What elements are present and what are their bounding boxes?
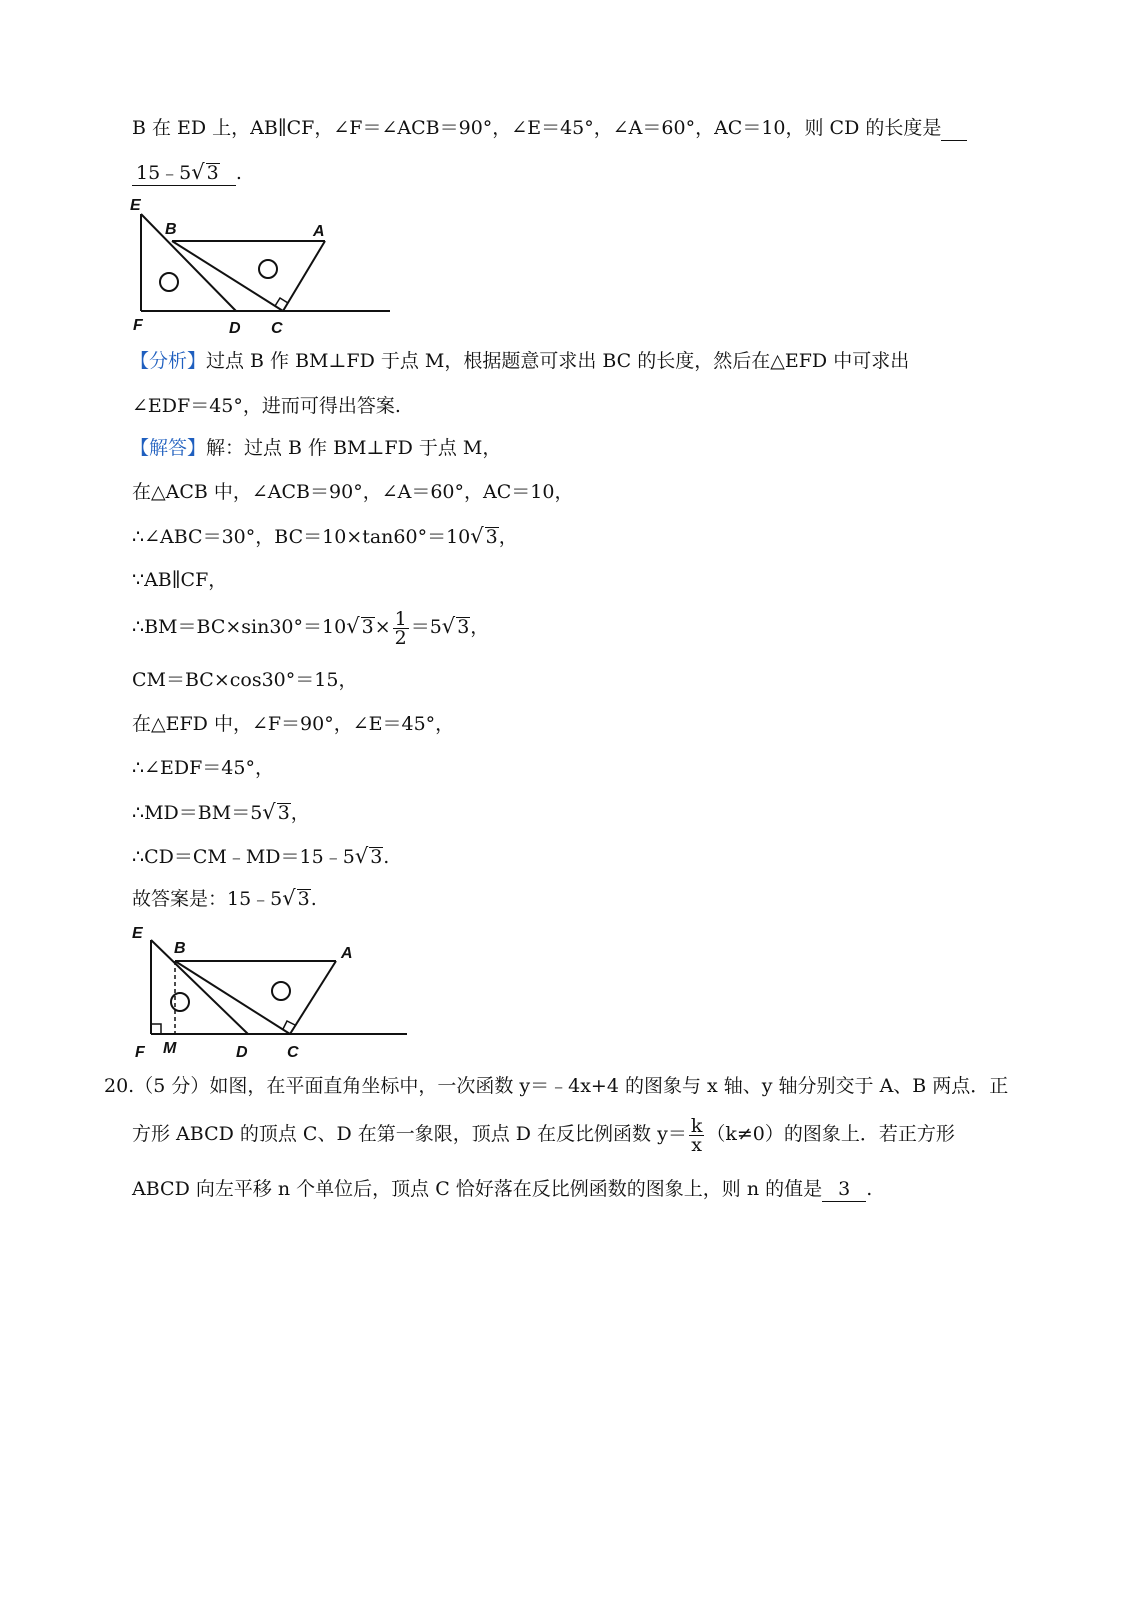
problem19-answer: 15﹣5√ 3 . — [132, 160, 242, 186]
label-f: F — [135, 1044, 145, 1061]
circle-hole-right — [272, 982, 290, 1000]
segment-ed — [151, 940, 248, 1034]
answer-blank-start — [941, 116, 967, 141]
label-e: E — [130, 197, 141, 214]
problem20-line-2: 方形 ABCD 的顶点 C、D 在第一象限，顶点 D 在反比例函数 y＝ $\frac{k}{x}$ （k≠0）的图象上．若正方形 — [132, 1114, 955, 1156]
problem20-line-1: 20.（5 分）如图，在平面直角坐标中，一次函数 y＝﹣4x+4 的图象与 x 轴、y 轴分别交于 A、B 两点．正 — [104, 1075, 1009, 1097]
segment-bc — [175, 961, 290, 1034]
segment-bc — [172, 241, 283, 311]
answer-value: 15﹣5√ 3 — [132, 160, 236, 186]
label-c: C — [271, 320, 283, 337]
circle-hole-left — [160, 273, 178, 291]
solution-line-11: 故答案是：15﹣5√ 3. — [132, 886, 317, 910]
segment-ac — [290, 961, 336, 1034]
solution-tag: 【解答】 — [130, 437, 207, 459]
solution-line-8: ∴∠EDF＝45°， — [132, 757, 274, 779]
solution-line-10: ∴CD＝CM﹣MD＝15﹣5√ 3. — [132, 844, 390, 868]
solution-line-4: ∵AB∥CF， — [132, 569, 228, 591]
analysis-tag: 【分析】 — [130, 350, 207, 372]
solution-line-7: 在△EFD 中，∠F＝90°，∠E＝45°， — [132, 713, 455, 735]
label-b: B — [174, 940, 186, 957]
problem19-statement: B 在 ED 上，AB∥CF，∠F＝∠ACB＝90°，∠E＝45°，∠A＝60°，AC＝10，则 CD 的长度是 — [132, 116, 967, 141]
analysis-line-1: 【分析】过点 B 作 BM⊥FD 于点 M，根据题意可求出 BC 的长度，然后在△EFD 中可求出 — [130, 350, 910, 372]
circle-hole-right — [259, 260, 277, 278]
answer-value: 3 — [822, 1177, 866, 1202]
figure-2-triangles — [125, 920, 415, 1065]
circle-hole-left — [171, 993, 189, 1011]
solution-line-5: ∴BM＝BC×sin30°＝10√ 3× $\frac{1}{2}$ ＝5√ 3， — [132, 607, 490, 649]
label-e: E — [132, 925, 143, 942]
problem-number: 20. — [104, 1075, 135, 1097]
segment-ac — [283, 241, 325, 311]
figure-1-triangles — [125, 190, 400, 340]
label-b: B — [165, 221, 177, 238]
solution-line-1: 【解答】解：过点 B 作 BM⊥FD 于点 M， — [130, 437, 502, 459]
analysis-line-2: ∠EDF＝45°，进而可得出答案. — [132, 395, 401, 417]
label-m: M — [163, 1040, 177, 1057]
problem20-line-3: ABCD 向左平移 n 个单位后，顶点 C 恰好落在反比例函数的图象上，则 n 的值是 3 . — [132, 1178, 873, 1200]
label-a: A — [341, 945, 353, 962]
label-c: C — [287, 1044, 299, 1061]
label-a: A — [313, 223, 325, 240]
fraction-k-over-x: $\frac{k}{x}$ — [690, 1114, 703, 1156]
label-d: D — [229, 320, 241, 337]
solution-line-6: CM＝BC×cos30°＝15， — [132, 669, 358, 691]
right-angle-mark-f — [151, 1024, 161, 1034]
solution-line-2: 在△ACB 中，∠ACB＝90°，∠A＝60°，AC＝10， — [132, 481, 574, 503]
solution-line-9: ∴MD＝BM＝5√ 3， — [132, 800, 310, 824]
segment-ed — [141, 214, 236, 311]
fraction-one-half: $\frac{1}{2}$ — [394, 607, 407, 649]
label-f: F — [133, 317, 143, 334]
label-d: D — [236, 1044, 248, 1061]
solution-line-3: ∴∠ABC＝30°，BC＝10×tan60°＝10√ 3， — [132, 524, 518, 548]
